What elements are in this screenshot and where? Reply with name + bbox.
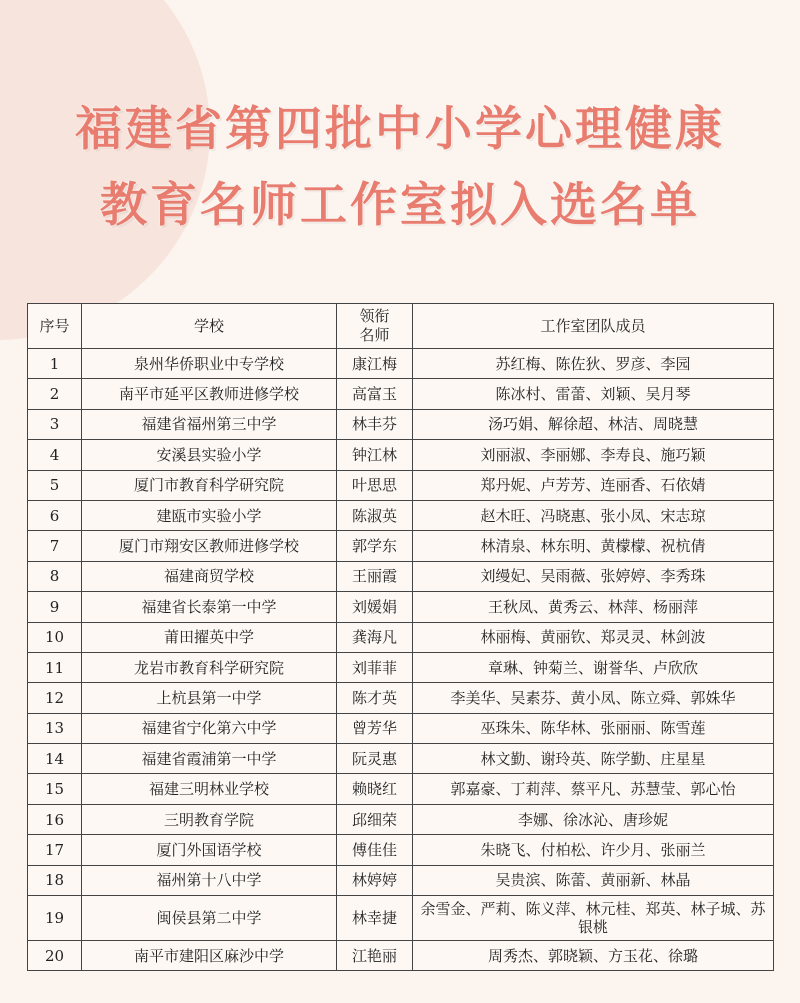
lead-teacher: 康江梅 [337,349,413,379]
table-row [28,470,774,500]
team-members: 林清泉、林东明、黄檬檬、祝杭倩 [413,531,774,561]
table-body [28,349,774,971]
school-name: 福建省长泰第一中学 [82,592,337,622]
school-name: 上杭县第一中学 [82,683,337,713]
table-row [28,941,774,971]
lead-teacher: 刘菲菲 [337,652,413,682]
lead-teacher: 龚海凡 [337,622,413,652]
team-members: 汤巧娟、解徐超、林洁、周晓慧 [413,409,774,439]
team-members: 赵木旺、冯晓惠、张小凤、宋志琼 [413,500,774,530]
school-name: 龙岩市教育科学研究院 [82,652,337,682]
team-members: 林丽梅、黄丽钦、郑灵灵、林剑波 [413,622,774,652]
table-row [28,652,774,682]
row-index: 12 [28,683,82,713]
school-name: 安溪县实验小学 [82,440,337,470]
lead-teacher: 阮灵惠 [337,744,413,774]
lead-teacher: 高富玉 [337,379,413,409]
row-index: 15 [28,774,82,804]
header-team-members: 工作室团队成员 [413,304,774,349]
team-members: 章琳、钟菊兰、谢誉华、卢欣欣 [413,652,774,682]
lead-teacher: 王丽霞 [337,561,413,591]
school-name: 建瓯市实验小学 [82,500,337,530]
row-index: 2 [28,379,82,409]
row-index: 19 [28,896,82,941]
team-members: 王秋凤、黄秀云、林萍、杨丽萍 [413,592,774,622]
row-index: 7 [28,531,82,561]
header-index: 序号 [28,304,82,349]
team-members: 刘丽淑、李丽娜、李寿良、施巧颖 [413,440,774,470]
lead-teacher: 曾芳华 [337,713,413,743]
team-members: 郑丹妮、卢芳芳、连丽香、石依婧 [413,470,774,500]
table-row [28,744,774,774]
roster-table [27,303,774,971]
row-index: 11 [28,652,82,682]
row-index: 18 [28,865,82,895]
row-index: 20 [28,941,82,971]
school-name: 福建省霞浦第一中学 [82,744,337,774]
header-lead-teacher: 领衔名师 [337,304,413,349]
row-index: 13 [28,713,82,743]
lead-teacher: 钟江林 [337,440,413,470]
page-title-line-1: 福建省第四批中小学心理健康 [75,102,725,157]
table-row [28,440,774,470]
school-name: 泉州华侨职业中专学校 [82,349,337,379]
lead-teacher: 林丰芬 [337,409,413,439]
school-name: 福州第十八中学 [82,865,337,895]
page-title-line-2: 教育名师工作室拟入选名单 [100,178,700,233]
table-row [28,592,774,622]
lead-teacher: 郭学东 [337,531,413,561]
table-row [28,531,774,561]
row-index: 3 [28,409,82,439]
lead-teacher: 叶思思 [337,470,413,500]
lead-teacher: 江艳丽 [337,941,413,971]
team-members: 李美华、吴素芬、黄小凤、陈立舜、郭姝华 [413,683,774,713]
lead-teacher: 刘媛娟 [337,592,413,622]
table-row [28,622,774,652]
lead-teacher: 林幸捷 [337,896,413,941]
table-header [28,304,774,349]
table-row [28,835,774,865]
table-row [28,409,774,439]
team-members: 周秀杰、郭晓颖、方玉花、徐璐 [413,941,774,971]
lead-teacher: 陈淑英 [337,500,413,530]
team-members: 李娜、徐冰沁、唐珍妮 [413,804,774,834]
lead-teacher: 赖晓红 [337,774,413,804]
table-row [28,774,774,804]
school-name: 南平市延平区教师进修学校 [82,379,337,409]
lead-teacher: 傅佳佳 [337,835,413,865]
school-name: 福建省宁化第六中学 [82,713,337,743]
school-name: 福建商贸学校 [82,561,337,591]
row-index: 16 [28,804,82,834]
header-row [28,304,774,349]
team-members: 朱晓飞、付柏松、许少月、张丽兰 [413,835,774,865]
team-members: 郭嘉豪、丁莉萍、蔡平凡、苏慧莹、郭心怡 [413,774,774,804]
school-name: 福建三明林业学校 [82,774,337,804]
team-members: 陈冰村、雷蕾、刘颖、吴月琴 [413,379,774,409]
school-name: 莆田擢英中学 [82,622,337,652]
lead-teacher: 陈才英 [337,683,413,713]
row-index: 9 [28,592,82,622]
team-members: 刘缦妃、吴雨薇、张婷婷、李秀珠 [413,561,774,591]
table-row [28,713,774,743]
table-row [28,896,774,941]
table-row [28,865,774,895]
team-members: 苏红梅、陈佐狄、罗彦、李园 [413,349,774,379]
team-members: 余雪金、严莉、陈义萍、林元桂、郑英、林子城、苏银桃 [413,896,774,941]
school-name: 闽侯县第二中学 [82,896,337,941]
row-index: 1 [28,349,82,379]
school-name: 厦门市教育科学研究院 [82,470,337,500]
row-index: 17 [28,835,82,865]
school-name: 厦门外国语学校 [82,835,337,865]
table-row [28,379,774,409]
team-members: 吴贵滨、陈蕾、黄丽新、林晶 [413,865,774,895]
row-index: 4 [28,440,82,470]
row-index: 14 [28,744,82,774]
table-row [28,804,774,834]
team-members: 巫珠朱、陈华林、张丽丽、陈雪莲 [413,713,774,743]
table-row [28,349,774,379]
school-name: 三明教育学院 [82,804,337,834]
table-row [28,500,774,530]
school-name: 南平市建阳区麻沙中学 [82,941,337,971]
header-school: 学校 [82,304,337,349]
school-name: 厦门市翔安区教师进修学校 [82,531,337,561]
row-index: 5 [28,470,82,500]
row-index: 8 [28,561,82,591]
row-index: 6 [28,500,82,530]
lead-teacher: 邱细荣 [337,804,413,834]
team-members: 林文勤、谢玲英、陈学勤、庄星星 [413,744,774,774]
row-index: 10 [28,622,82,652]
school-name: 福建省福州第三中学 [82,409,337,439]
lead-teacher: 林婷婷 [337,865,413,895]
table-row [28,561,774,591]
table-row [28,683,774,713]
